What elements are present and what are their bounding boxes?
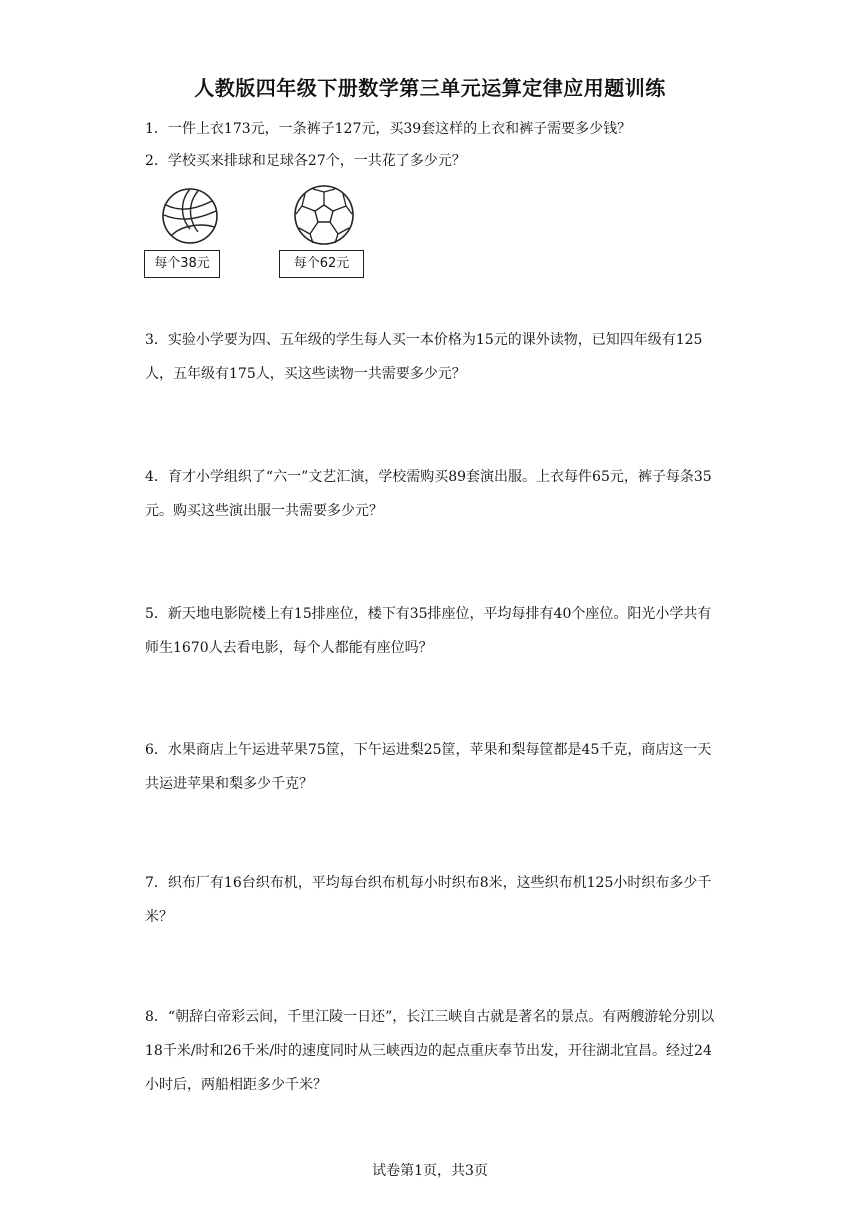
question-3: 3．实验小学要为四、五年级的学生每人买一本价格为15元的课外读物，已知四年级有125人，五年级有175人，买这些读物一共需要多少元？ [145, 332, 703, 382]
question-4: 4．育才小学组织了“六一”文艺汇演，学校需购买89套演出服。上衣每件65元，裤子每条35元。购买这些演出服一共需要多少元？ [145, 469, 712, 519]
volleyball-icon [158, 187, 222, 245]
soccer-ball-icon [291, 184, 357, 246]
question-8: 8．“朝辞白帝彩云间，千里江陵一日还”，长江三峡自古就是著名的景点。有两艘游轮分别以18千米/时和26千米/时的速度同时从三峡西边的起点重庆奉节出发，开往湖北宜昌。经过24小时后，两船相距多少千米？ [145, 1009, 715, 1093]
volleyball-price-label: 每个38元 [144, 250, 220, 278]
question-1: 1．一件上衣173元，一条裤子127元，买39套这样的上衣和裤子需要多少钱？ [145, 121, 632, 137]
page-footer: 试卷第1页，共3页 [372, 1163, 488, 1179]
question-2: 2．学校买来排球和足球各27个，一共花了多少元？ [145, 153, 466, 169]
question-7: 7．织布厂有16台织布机，平均每台织布机每小时织布8米，这些织布机125小时织布多少千米？ [145, 875, 712, 925]
question-5: 5．新天地电影院楼上有15排座位，楼下有35排座位，平均每排有40个座位。阳光小学共有师生1670人去看电影，每个人都能有座位吗？ [145, 606, 712, 656]
page-title: 人教版四年级下册数学第三单元运算定律应用题训练 [194, 76, 666, 100]
question-6: 6．水果商店上午运进苹果75筐，下午运进梨25筐，苹果和梨每筐都是45千克，商店这一天共运进苹果和梨多少千克？ [145, 742, 712, 792]
soccer-price-label: 每个62元 [279, 250, 364, 278]
